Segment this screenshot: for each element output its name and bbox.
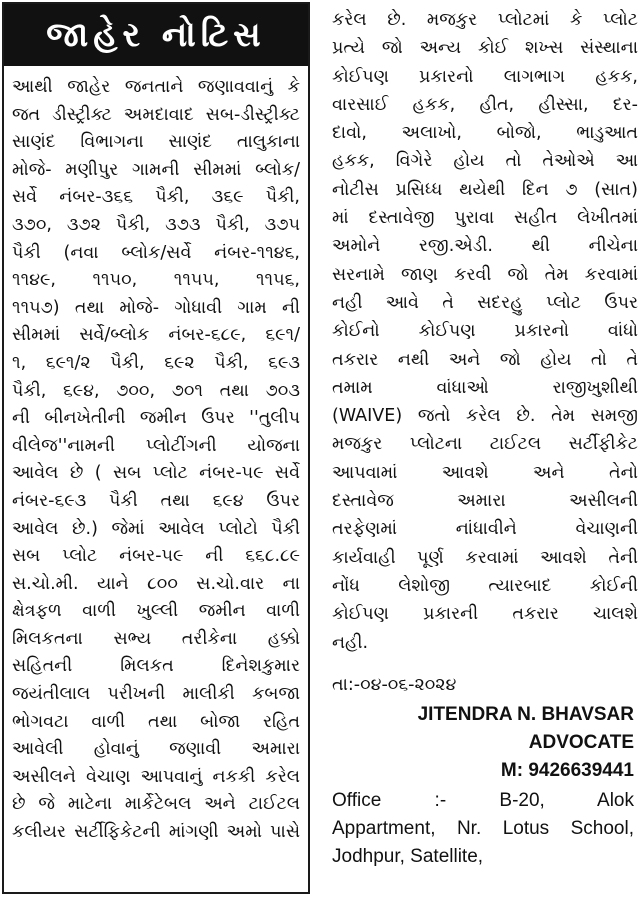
notice-text-line: આપવામાં આવશે અને તેનો (332, 462, 638, 483)
notice-text-line: સરનામે જાણ કરવી જો તેમ કરવામાં (332, 264, 638, 285)
notice-text-line: કરેલ છે. મજકુર પ્લોટમાં કે પ્લોટ (332, 10, 638, 30)
notice-left-column (2, 2, 310, 894)
notice-text-line: ભોગવટા વાળી તથા બોજા રહિત (12, 711, 300, 732)
notice-text-line: (WAIVE) જતો કરેલ છે. તેમ સમજી (332, 406, 638, 427)
signatory-title: ADVOCATE (528, 731, 634, 753)
signatory-mobile: M: 9426639441 (500, 759, 634, 781)
notice-text-line: સબ પ્લોટ નંબર-૫૯ ની ૬૬૮.૮૯ (12, 546, 300, 567)
notice-date: તા:-૦૪-૦૬-૨૦૨૪ (332, 674, 457, 695)
notice-text-line: મજકુર પ્લોટના ટાઈટલ સર્ટીફીકેટ (332, 434, 638, 455)
notice-text-line: કોઈપણ પ્રકારની તકરાર ચાલશે (332, 604, 638, 625)
notice-left-body (4, 66, 308, 847)
notice-text-line: વારસાઈ હકક, હીત, હીસ્સા, દર- (332, 94, 638, 115)
notice-text-line: નોંધ લેશોજી ત્યારબાદ કોઈની (332, 575, 638, 596)
notice-text-line: કોઈપણ પ્રકારનો લાગભાગ હકક, (332, 66, 638, 87)
notice-text-line: પૈકી (નવા બ્લોક/સર્વે નંબર-૧૧૪૬, (12, 242, 300, 263)
signatory-name: JITENDRA N. BHAVSAR (417, 703, 634, 725)
notice-right-column (332, 2, 638, 896)
notice-text-line: કલીયર સર્ટીફિકેટની માંગણી અમો પાસે (12, 822, 300, 843)
notice-text-line: ૧૧૪૯, ૧૧૫૦, ૧૧૫૫, ૧૧૫૬, (12, 270, 300, 291)
notice-text-line: તમામ વાંધાઓ રાજીખુશીથી (332, 377, 638, 398)
notice-text-line: પ્રત્યે જો અન્ય કોઈ શખ્સ સંસ્થાના (332, 38, 638, 59)
notice-text-line: ૧, ૬૯૧/૨ પૈકી, ૬૯૨ પૈકી, ૬૯૩ (12, 352, 300, 373)
notice-text-line: સહિતની મિલકત દિનેશકુમાર (12, 656, 300, 677)
notice-text-line: પૈકી, ૬૯૪, ૭૦૦, ૭૦૧ તથા ૭૦૩ (12, 380, 300, 401)
notice-text-line: આવેલ છે.) જેમાં આવેલ પ્લોટો પૈકી (12, 518, 300, 539)
notice-title: જાહેર નોટિસ (46, 15, 266, 55)
notice-text-line: ની બીનખેતીની જમીન ઉપર ''તુલીપ (12, 408, 300, 429)
address-line: Jodhpur, Satellite, (332, 845, 484, 867)
notice-text-line: દાવો, અલાખો, બોજો, ભાડુઆત (332, 123, 638, 144)
notice-text-line: સ.ચો.મી. યાને ૮૦૦ સ.ચો.વાર ના (12, 573, 300, 594)
notice-text-line: કોઈનો કોઈપણ પ્રકારનો વાંધો (332, 321, 638, 342)
notice-text-line: જત ડીસ્ટ્રીક્ટ અમદાવાદ સબ-ડીસ્ટ્રીક્ટ (12, 104, 300, 125)
notice-text-line: જયંતીલાલ પરીખની માલીકી કબજા (12, 684, 300, 705)
address-line: Office :- B-20, Alok (332, 789, 634, 811)
notice-text-line: વીલેજ''નામની પ્લોટીંગની યોજના (12, 435, 300, 456)
notice-text-line: દસ્તાવેજ અમારા અસીલની (332, 491, 638, 512)
notice-text-line: સાણંદ વિભાગના સાણંદ તાલુકાના (12, 132, 300, 153)
notice-text-line: તરફેણમાં નાંધાવીને વેચાણની (332, 519, 638, 540)
notice-text-line: ૧૧૫૭) તથા મોજે- ગોધાવી ગામ ની (12, 297, 300, 318)
notice-right-body (332, 2, 638, 657)
notice-text-line: અમોને રજી.એડી. થી નીચેના (332, 236, 638, 257)
notice-text-line: અસીલને વેચાણ આપવાનું નકકી કરેલ (12, 766, 300, 787)
notice-text-line: તકરાર નથી અને જો હોય તો તે (332, 349, 638, 370)
notice-text-line: નંબર-૬૯૩ પૈકી તથા ૬૯૪ ઉપર (12, 490, 300, 511)
notice-text-line: ક્ષેત્રફળ વાળી ખુલ્લી જમીન વાળી (12, 601, 300, 622)
notice-text-line: છે જે માટેના માર્કેટેબલ અને ટાઈટલ (12, 794, 300, 815)
notice-text-line: હકક, વિગેરે હોય તો તેઓએ આ (332, 151, 638, 172)
notice-text-line: આવેલી હોવાનું જણાવી અમારા (12, 739, 300, 760)
notice-text-line: નહી. (332, 632, 369, 653)
notice-text-line: આથી જાહેર જનતાને જણાવવાનું કે (12, 77, 300, 97)
notice-text-line: સીમમાં સર્વે/બ્લોક નંબર-૬૮૯, ૬૯૧/ (12, 325, 300, 346)
notice-text-line: કાર્યવાહી પૂર્ણ કરવામાં આવશે તેની (332, 547, 638, 568)
notice-text-line: મોજે- મણીપુર ગામની સીમમાં બ્લોક/ (12, 159, 300, 180)
notice-text-line: નહી આવે તે સદરહુ પ્લોટ ઉપર (332, 292, 638, 313)
notice-text-line: આવેલ છે ( સબ પ્લોટ નંબર-૫૯ સર્વે (12, 463, 300, 484)
notice-text-line: સર્વે નંબર-૩૬૬ પૈકી, ૩૬૯ પૈકી, (12, 187, 300, 208)
address-line: Appartment, Nr. Lotus School, (332, 817, 634, 839)
notice-header-band (4, 4, 308, 66)
notice-text-line: નોટીસ પ્રસિધ્ધ થયેથી દિન ૭ (સાત) (332, 179, 638, 200)
notice-text-line: મિલકતના સભ્ય તરીકેના હક્કો (12, 628, 300, 649)
signatory-address (332, 787, 638, 871)
notice-text-line: ૩૭૦, ૩૭૨ પૈકી, ૩૭૩ પૈકી, ૩૭૫ (12, 214, 300, 235)
notice-text-line: માં દસ્તાવેજી પુરાવા સહીત લેખીતમાં (332, 208, 638, 229)
